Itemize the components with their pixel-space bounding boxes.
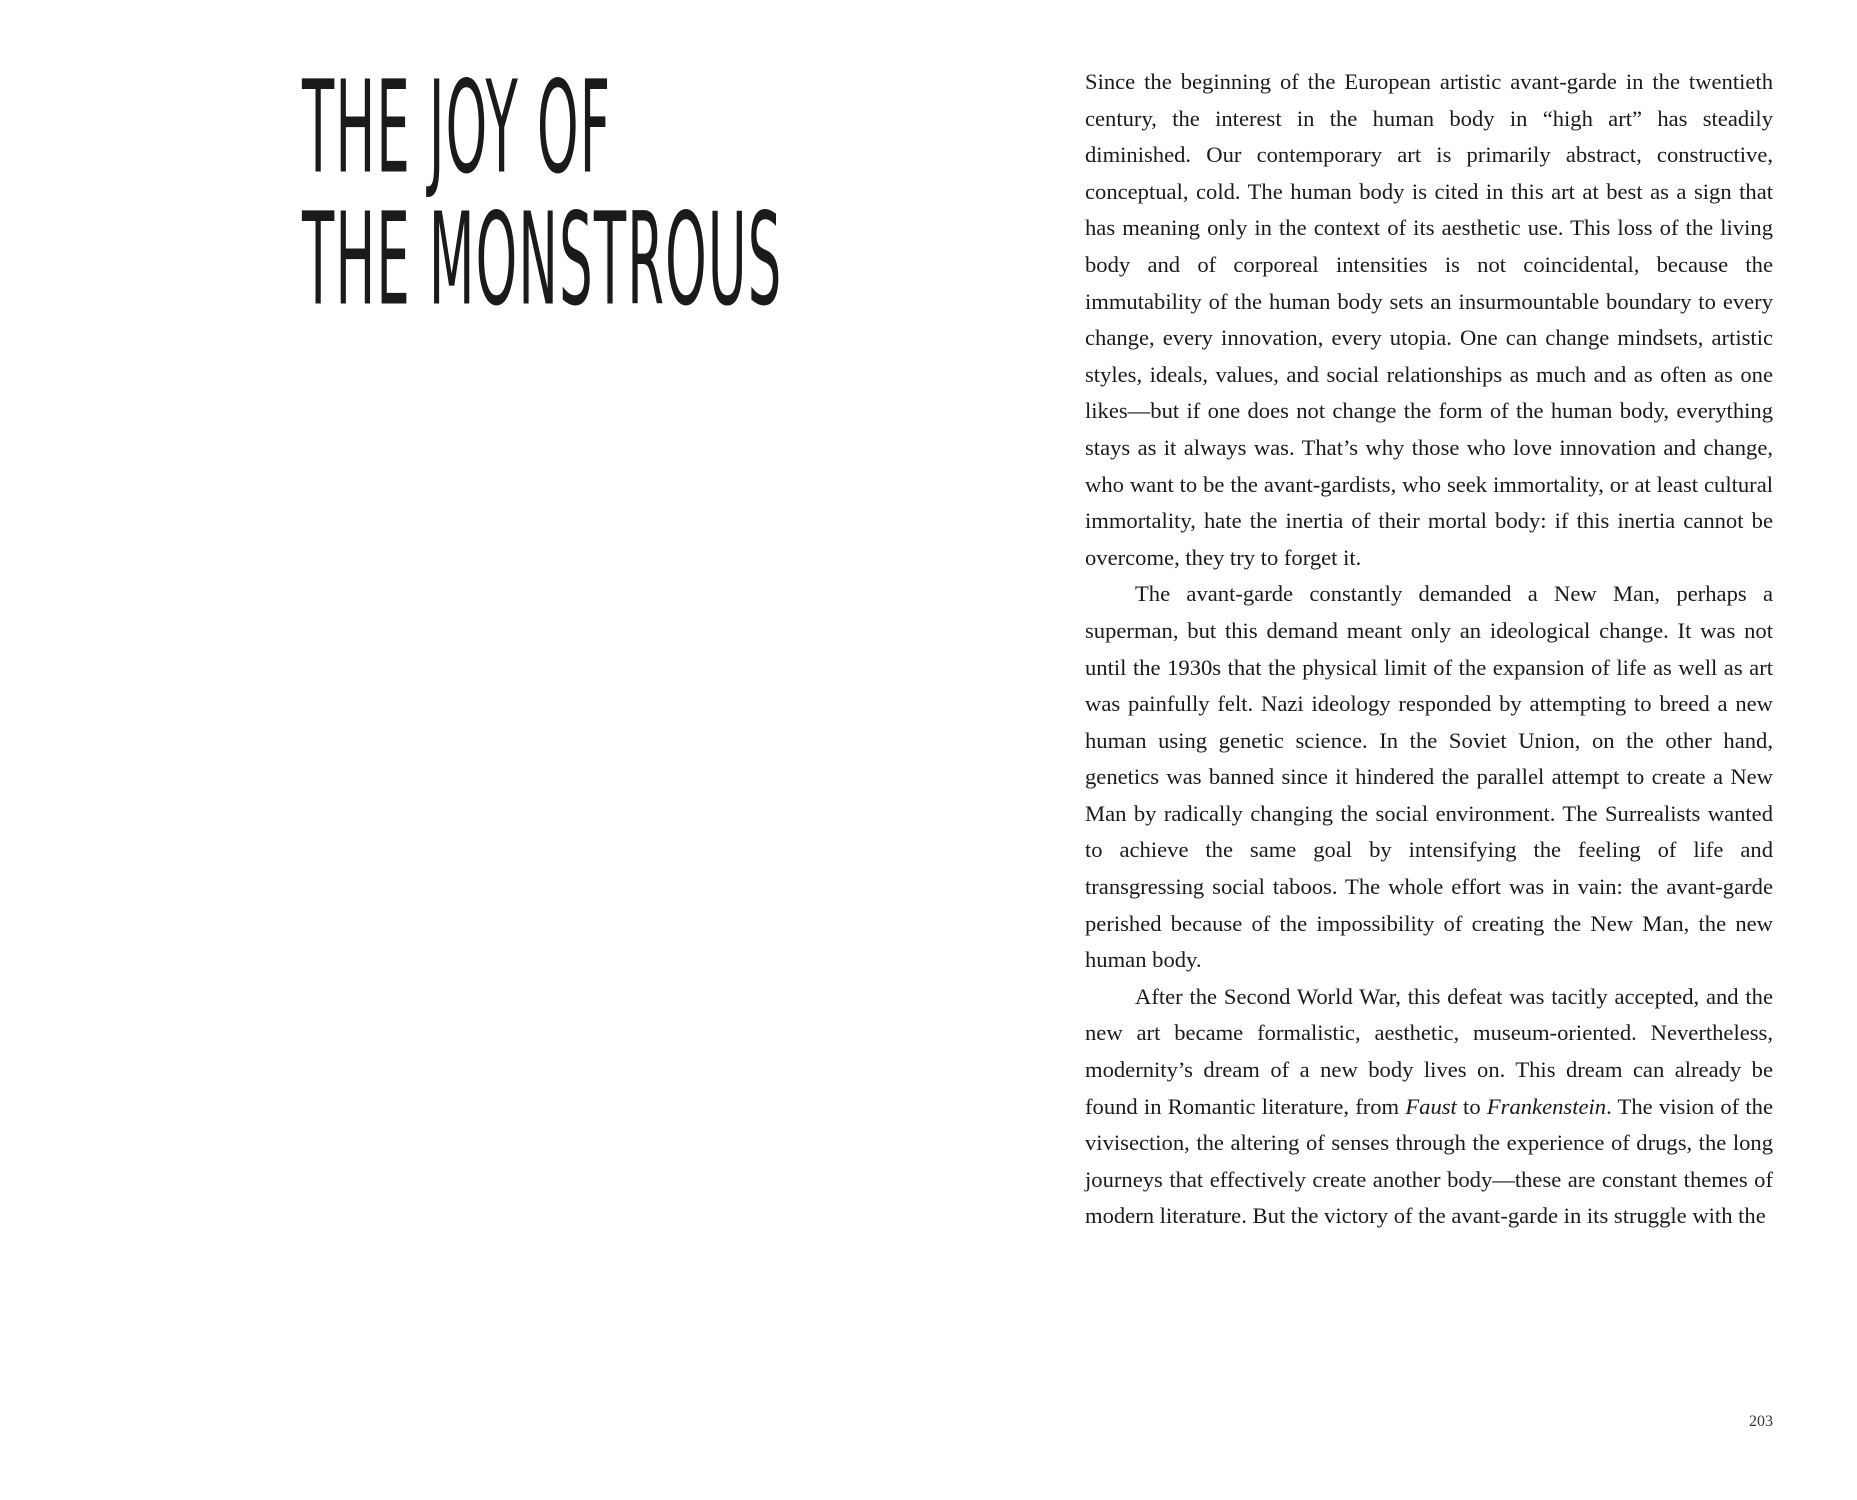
chapter-title-line-1: THE JOY OF xyxy=(302,52,612,202)
chapter-title xyxy=(200,52,783,334)
left-page xyxy=(0,0,928,1500)
paragraph-2 xyxy=(1085,576,1773,979)
page-number: 203 xyxy=(1749,1413,1773,1430)
paragraph-1 xyxy=(1085,64,1773,576)
book-title-frankenstein: Frankenstein xyxy=(1486,1093,1607,1119)
paragraph-1-text: Since the beginning of the European artistic avant-garde in the twentieth century, the interest in the human body in “high art” has steadily diminished. Our contemporary art is primarily abstract, constructive, conceptual, cold. The human body is cited in this art at best as a sign that has meaning only in the context of its aesthetic use. This loss of the living body and of corporeal intensities is not coincidental, because the immutability of the human body sets an insurmountable boundary to every change, every innovation, every utopia. One can change mindsets, artistic styles, ideals, values, and social relationships as much and as often as one likes—but if one does not change the form of the human body, everything stays as it always was. That’s why those who love innovation and change, who want to be the avant-gardists, who seek immortality, or at least cultural immortality, hate the inertia of their mortal body: if this inertia cannot be overcome, they try to forget it. xyxy=(1085,69,1773,570)
book-title-faust: Faust xyxy=(1405,1093,1457,1119)
body-text xyxy=(1085,64,1773,1235)
paragraph-3-text-c: . The vision of the vivisection, the altering of senses through the experience of drugs, the long journeys that effectively create another body—these are constant themes of modern literature. But the victory of the avant-garde in its struggle with the xyxy=(1085,1093,1774,1229)
paragraph-3-text-b: to xyxy=(1456,1093,1487,1119)
paragraph-3 xyxy=(1085,979,1773,1235)
paragraph-2-text: The avant-garde constantly demanded a New Man, perhaps a superman, but this demand meant only an ideological change. It was not until the 1930s that the physical limit of the expansion of life as well as art was painfully felt. Nazi ideology responded by attempting to breed a new human using genetic science. In the Soviet Union, on the other hand, genetics was banned since it hindered the parallel attempt to create a New Man by radically changing the social environment. The Surrealists wanted to achieve the same goal by intensifying the feeling of life and transgressing social taboos. The whole effort was in vain: the avant-garde perished because of the impossibility of creating the New Man, the new human body. xyxy=(1085,581,1773,973)
chapter-title-line-2: THE MONSTROUS xyxy=(302,184,783,334)
paragraph-3-text-a: After the Second World War, this defeat was tacitly accepted, and the new art became formalistic, aesthetic, museum-oriented. Nevertheless, modernity’s dream of a new body lives on. This dream can already be found in Romantic literature, from xyxy=(1085,983,1773,1119)
right-page xyxy=(928,0,1857,1500)
